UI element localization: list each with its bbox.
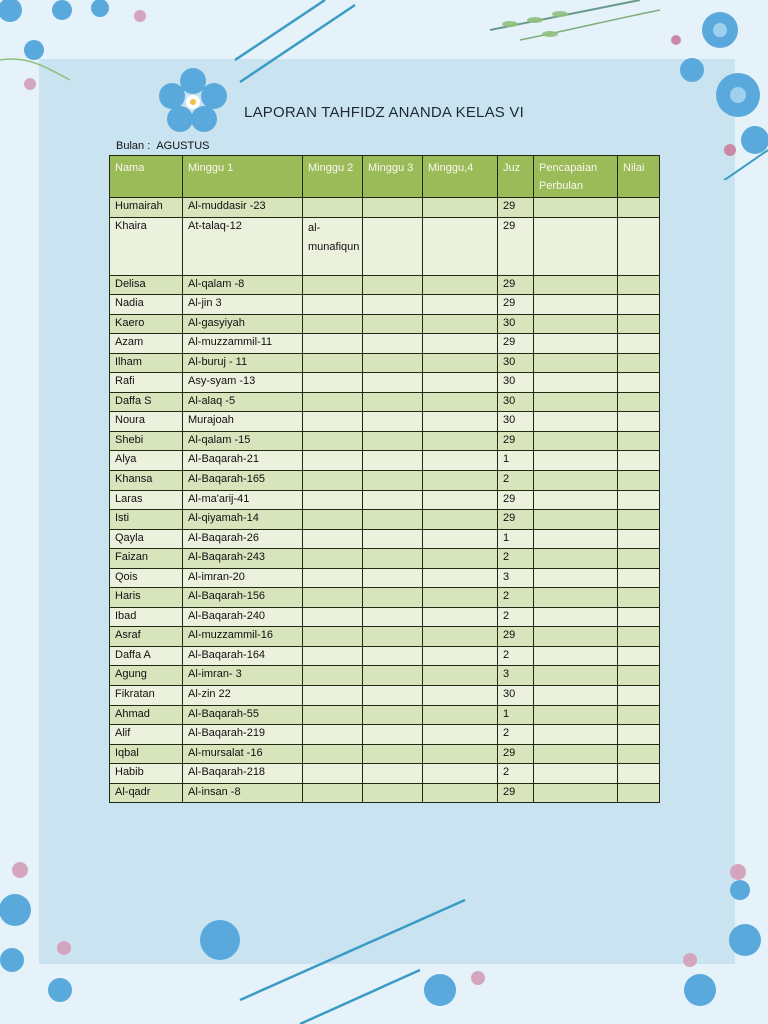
cell-nilai xyxy=(618,198,660,218)
cell-juz: 30 xyxy=(498,373,534,393)
cell-nilai xyxy=(618,451,660,471)
cell-minggu-1: Al-Baqarah-164 xyxy=(183,646,303,666)
cell-minggu-3 xyxy=(363,607,423,627)
cell-minggu-2 xyxy=(303,627,363,647)
table-row xyxy=(110,412,660,432)
col-header-minggu-1: Minggu 1 xyxy=(183,156,303,198)
cell-minggu-3 xyxy=(363,510,423,530)
cell-minggu-3 xyxy=(363,588,423,608)
cell-minggu-2 xyxy=(303,490,363,510)
cell-nilai xyxy=(618,412,660,432)
cell-juz: 29 xyxy=(498,295,534,315)
cell-minggu-2: al-munafiqun xyxy=(303,217,363,275)
cell-minggu-2 xyxy=(303,764,363,784)
cell-minggu-2 xyxy=(303,275,363,295)
cell-minggu-1: Al-imran- 3 xyxy=(183,666,303,686)
cell-minggu-1: Al-Baqarah-26 xyxy=(183,529,303,549)
table-row xyxy=(110,607,660,627)
cell-nama: Isti xyxy=(110,510,183,530)
cell-juz: 30 xyxy=(498,353,534,373)
cell-juz: 2 xyxy=(498,607,534,627)
cell-minggu-2 xyxy=(303,783,363,803)
cell-nilai xyxy=(618,549,660,569)
cell-pencapaian xyxy=(534,334,618,354)
cell-minggu-3 xyxy=(363,353,423,373)
cell-minggu-3 xyxy=(363,529,423,549)
cell-nama: Daffa S xyxy=(110,392,183,412)
cell-minggu-4 xyxy=(423,490,498,510)
cell-minggu-2 xyxy=(303,510,363,530)
cell-pencapaian xyxy=(534,666,618,686)
cell-nilai xyxy=(618,666,660,686)
cell-minggu-4 xyxy=(423,412,498,432)
cell-pencapaian xyxy=(534,373,618,393)
cell-juz: 29 xyxy=(498,217,534,275)
cell-minggu-3 xyxy=(363,646,423,666)
cell-nama: Faizan xyxy=(110,549,183,569)
cell-minggu-4 xyxy=(423,705,498,725)
page-title: LAPORAN TAHFIDZ ANANDA KELAS VI xyxy=(244,104,524,121)
cell-nama: Ibad xyxy=(110,607,183,627)
cell-minggu-1: Al-muddasir -23 xyxy=(183,198,303,218)
cell-nilai xyxy=(618,744,660,764)
cell-minggu-1: Al-Baqarah-165 xyxy=(183,471,303,491)
cell-juz: 29 xyxy=(498,783,534,803)
cell-nilai xyxy=(618,490,660,510)
cell-minggu-4 xyxy=(423,510,498,530)
cell-minggu-3 xyxy=(363,666,423,686)
cell-minggu-2 xyxy=(303,744,363,764)
cell-minggu-1: Al-gasyiyah xyxy=(183,314,303,334)
cell-juz: 29 xyxy=(498,198,534,218)
cell-nilai xyxy=(618,783,660,803)
table-row xyxy=(110,744,660,764)
cell-minggu-3 xyxy=(363,314,423,334)
cell-pencapaian xyxy=(534,568,618,588)
cell-nama: Iqbal xyxy=(110,744,183,764)
cell-juz: 1 xyxy=(498,451,534,471)
cell-juz: 2 xyxy=(498,549,534,569)
cell-minggu-3 xyxy=(363,725,423,745)
cell-pencapaian xyxy=(534,607,618,627)
table-row xyxy=(110,295,660,315)
cell-minggu-4 xyxy=(423,725,498,745)
cell-nilai xyxy=(618,529,660,549)
cell-minggu-1: Al-Baqarah-240 xyxy=(183,607,303,627)
cell-minggu-3 xyxy=(363,217,423,275)
cell-nama: Nadia xyxy=(110,295,183,315)
cell-nama: Ilham xyxy=(110,353,183,373)
cell-minggu-2 xyxy=(303,314,363,334)
cell-minggu-1: Al-qalam -15 xyxy=(183,431,303,451)
cell-pencapaian xyxy=(534,198,618,218)
cell-minggu-4 xyxy=(423,334,498,354)
cell-nilai xyxy=(618,392,660,412)
table-row xyxy=(110,451,660,471)
cell-nama: Habib xyxy=(110,764,183,784)
cell-nama: Khaira xyxy=(110,217,183,275)
cell-minggu-4 xyxy=(423,353,498,373)
cell-minggu-3 xyxy=(363,705,423,725)
table-row xyxy=(110,568,660,588)
cell-juz: 2 xyxy=(498,646,534,666)
cell-minggu-1: Al-qalam -8 xyxy=(183,275,303,295)
cell-minggu-1: Al-Baqarah-156 xyxy=(183,588,303,608)
cell-minggu-4 xyxy=(423,314,498,334)
cell-pencapaian xyxy=(534,431,618,451)
cell-nama: Asraf xyxy=(110,627,183,647)
cell-nilai xyxy=(618,275,660,295)
cell-minggu-2 xyxy=(303,549,363,569)
table-row xyxy=(110,725,660,745)
col-header-minggu-3: Minggu 3 xyxy=(363,156,423,198)
cell-minggu-4 xyxy=(423,549,498,569)
cell-minggu-2 xyxy=(303,353,363,373)
cell-nilai xyxy=(618,607,660,627)
cell-nilai xyxy=(618,588,660,608)
cell-minggu-3 xyxy=(363,744,423,764)
cell-pencapaian xyxy=(534,646,618,666)
cell-minggu-4 xyxy=(423,646,498,666)
cell-minggu-4 xyxy=(423,373,498,393)
cell-minggu-3 xyxy=(363,295,423,315)
table-row xyxy=(110,334,660,354)
cell-minggu-1: Al-Baqarah-55 xyxy=(183,705,303,725)
cell-minggu-1: Al-Baqarah-243 xyxy=(183,549,303,569)
cell-nama: Kaero xyxy=(110,314,183,334)
col-header-juz: Juz xyxy=(498,156,534,198)
cell-minggu-1: Al-zin 22 xyxy=(183,686,303,706)
cell-minggu-3 xyxy=(363,334,423,354)
cell-minggu-4 xyxy=(423,744,498,764)
cell-minggu-2 xyxy=(303,334,363,354)
cell-minggu-2 xyxy=(303,705,363,725)
cell-minggu-4 xyxy=(423,198,498,218)
cell-pencapaian xyxy=(534,451,618,471)
table-row xyxy=(110,646,660,666)
cell-juz: 2 xyxy=(498,471,534,491)
cell-minggu-2 xyxy=(303,451,363,471)
cell-pencapaian xyxy=(534,471,618,491)
cell-minggu-2 xyxy=(303,295,363,315)
cell-minggu-2 xyxy=(303,588,363,608)
table-row xyxy=(110,198,660,218)
cell-minggu-3 xyxy=(363,373,423,393)
cell-juz: 3 xyxy=(498,568,534,588)
cell-nama: Azam xyxy=(110,334,183,354)
cell-minggu-3 xyxy=(363,686,423,706)
cell-minggu-4 xyxy=(423,392,498,412)
cell-nilai xyxy=(618,334,660,354)
cell-nama: Ahmad xyxy=(110,705,183,725)
cell-minggu-4 xyxy=(423,275,498,295)
cell-pencapaian xyxy=(534,549,618,569)
cell-minggu-1: Al-Baqarah-218 xyxy=(183,764,303,784)
cell-juz: 30 xyxy=(498,314,534,334)
cell-minggu-1: Al-imran-20 xyxy=(183,568,303,588)
cell-nama: Alya xyxy=(110,451,183,471)
cell-minggu-2 xyxy=(303,725,363,745)
cell-nama: Khansa xyxy=(110,471,183,491)
cell-nilai xyxy=(618,568,660,588)
cell-pencapaian xyxy=(534,217,618,275)
month-value: AGUSTUS xyxy=(156,140,210,152)
cell-minggu-2 xyxy=(303,529,363,549)
cell-minggu-4 xyxy=(423,627,498,647)
cell-nilai xyxy=(618,353,660,373)
cell-juz: 29 xyxy=(498,431,534,451)
cell-minggu-4 xyxy=(423,666,498,686)
month-label: Bulan : xyxy=(116,140,151,152)
cell-pencapaian xyxy=(534,705,618,725)
table-row xyxy=(110,353,660,373)
cell-nama: Noura xyxy=(110,412,183,432)
cell-juz: 29 xyxy=(498,627,534,647)
cell-minggu-2 xyxy=(303,373,363,393)
cell-nilai xyxy=(618,431,660,451)
cell-pencapaian xyxy=(534,588,618,608)
cell-nilai xyxy=(618,627,660,647)
cell-minggu-1: Al-insan -8 xyxy=(183,783,303,803)
cell-minggu-3 xyxy=(363,412,423,432)
cell-minggu-4 xyxy=(423,451,498,471)
cell-pencapaian xyxy=(534,783,618,803)
cell-minggu-1: Al-muzzammil-11 xyxy=(183,334,303,354)
cell-minggu-4 xyxy=(423,588,498,608)
floral-decoration-top-right xyxy=(480,0,768,180)
table-row xyxy=(110,275,660,295)
col-header-minggu-4: Minggu,4 xyxy=(423,156,498,198)
cell-nilai xyxy=(618,646,660,666)
cell-minggu-2 xyxy=(303,666,363,686)
cell-minggu-4 xyxy=(423,607,498,627)
cell-minggu-3 xyxy=(363,198,423,218)
cell-minggu-4 xyxy=(423,764,498,784)
flower-decoration-near-title xyxy=(158,66,228,132)
table-row xyxy=(110,705,660,725)
cell-juz: 29 xyxy=(498,744,534,764)
cell-nilai xyxy=(618,725,660,745)
cell-nilai xyxy=(618,373,660,393)
cell-minggu-3 xyxy=(363,471,423,491)
cell-juz: 29 xyxy=(498,334,534,354)
cell-pencapaian xyxy=(534,627,618,647)
table-row xyxy=(110,392,660,412)
cell-minggu-4 xyxy=(423,217,498,275)
cell-pencapaian xyxy=(534,295,618,315)
cell-minggu-4 xyxy=(423,568,498,588)
cell-nama: Haris xyxy=(110,588,183,608)
cell-minggu-4 xyxy=(423,783,498,803)
table-row xyxy=(110,627,660,647)
cell-minggu-3 xyxy=(363,764,423,784)
cell-juz: 2 xyxy=(498,764,534,784)
col-header-nama: Nama xyxy=(110,156,183,198)
cell-nama: Qayla xyxy=(110,529,183,549)
cell-minggu-4 xyxy=(423,686,498,706)
cell-nilai xyxy=(618,314,660,334)
cell-pencapaian xyxy=(534,725,618,745)
cell-nama: Shebi xyxy=(110,431,183,451)
table-row xyxy=(110,588,660,608)
table-row xyxy=(110,764,660,784)
cell-minggu-2 xyxy=(303,431,363,451)
cell-minggu-4 xyxy=(423,471,498,491)
cell-nilai xyxy=(618,510,660,530)
cell-minggu-1: Al-qiyamah-14 xyxy=(183,510,303,530)
col-header-pencapaian: Pencapaian Perbulan xyxy=(534,156,618,198)
cell-nilai xyxy=(618,686,660,706)
cell-minggu-4 xyxy=(423,529,498,549)
table-row xyxy=(110,314,660,334)
cell-pencapaian xyxy=(534,392,618,412)
month-line xyxy=(116,140,210,152)
cell-pencapaian xyxy=(534,412,618,432)
cell-nama: Fikratan xyxy=(110,686,183,706)
col-header-minggu-2: Minggu 2 xyxy=(303,156,363,198)
cell-juz: 30 xyxy=(498,392,534,412)
table-row xyxy=(110,666,660,686)
cell-minggu-2 xyxy=(303,568,363,588)
cell-minggu-3 xyxy=(363,275,423,295)
table-row xyxy=(110,529,660,549)
tahfidz-table xyxy=(109,155,660,803)
cell-nama: Alif xyxy=(110,725,183,745)
cell-minggu-2 xyxy=(303,392,363,412)
table-row xyxy=(110,783,660,803)
table-row xyxy=(110,686,660,706)
table-row xyxy=(110,510,660,530)
cell-juz: 29 xyxy=(498,490,534,510)
cell-minggu-1: Al-muzzammil-16 xyxy=(183,627,303,647)
cell-pencapaian xyxy=(534,744,618,764)
cell-pencapaian xyxy=(534,510,618,530)
cell-minggu-2 xyxy=(303,607,363,627)
cell-minggu-4 xyxy=(423,295,498,315)
cell-minggu-3 xyxy=(363,451,423,471)
cell-pencapaian xyxy=(534,275,618,295)
table-row xyxy=(110,431,660,451)
cell-minggu-2 xyxy=(303,471,363,491)
cell-juz: 1 xyxy=(498,705,534,725)
cell-juz: 29 xyxy=(498,510,534,530)
cell-pencapaian xyxy=(534,314,618,334)
table-row xyxy=(110,490,660,510)
cell-juz: 30 xyxy=(498,686,534,706)
cell-minggu-3 xyxy=(363,490,423,510)
cell-nama: Laras xyxy=(110,490,183,510)
cell-minggu-4 xyxy=(423,431,498,451)
table-row xyxy=(110,217,660,275)
cell-minggu-3 xyxy=(363,392,423,412)
cell-pencapaian xyxy=(534,490,618,510)
cell-nama: Agung xyxy=(110,666,183,686)
cell-minggu-1: At-talaq-12 xyxy=(183,217,303,275)
table-body xyxy=(110,198,660,803)
cell-minggu-2 xyxy=(303,198,363,218)
cell-minggu-1: Al-Baqarah-219 xyxy=(183,725,303,745)
cell-minggu-1: Al-ma'arij-41 xyxy=(183,490,303,510)
floral-decoration-top-left xyxy=(0,0,180,110)
cell-nilai xyxy=(618,705,660,725)
table-header-row xyxy=(110,156,660,198)
table-row xyxy=(110,373,660,393)
cell-juz: 3 xyxy=(498,666,534,686)
cell-minggu-3 xyxy=(363,568,423,588)
cell-minggu-1: Al-buruj - 11 xyxy=(183,353,303,373)
cell-nilai xyxy=(618,471,660,491)
cell-minggu-3 xyxy=(363,431,423,451)
cell-nama: Humairah xyxy=(110,198,183,218)
cell-minggu-1: Al-jin 3 xyxy=(183,295,303,315)
cell-pencapaian xyxy=(534,529,618,549)
cell-minggu-3 xyxy=(363,783,423,803)
stripe-decoration-top xyxy=(230,0,360,90)
cell-juz: 29 xyxy=(498,275,534,295)
cell-pencapaian xyxy=(534,764,618,784)
cell-juz: 2 xyxy=(498,725,534,745)
cell-pencapaian xyxy=(534,686,618,706)
cell-minggu-1: Al-mursalat -16 xyxy=(183,744,303,764)
cell-nama: Daffa A xyxy=(110,646,183,666)
cell-nama: Delisa xyxy=(110,275,183,295)
table-row xyxy=(110,471,660,491)
cell-juz: 1 xyxy=(498,529,534,549)
cell-nama: Qois xyxy=(110,568,183,588)
cell-minggu-1: Asy-syam -13 xyxy=(183,373,303,393)
cell-nama: Al-qadr xyxy=(110,783,183,803)
cell-minggu-2 xyxy=(303,412,363,432)
cell-juz: 2 xyxy=(498,588,534,608)
cell-nilai xyxy=(618,764,660,784)
cell-nilai xyxy=(618,217,660,275)
col-header-nilai: Nilai xyxy=(618,156,660,198)
cell-minggu-1: Al-alaq -5 xyxy=(183,392,303,412)
cell-minggu-3 xyxy=(363,627,423,647)
cell-juz: 30 xyxy=(498,412,534,432)
cell-nama: Rafi xyxy=(110,373,183,393)
cell-minggu-1: Al-Baqarah-21 xyxy=(183,451,303,471)
cell-minggu-3 xyxy=(363,549,423,569)
cell-nilai xyxy=(618,295,660,315)
cell-minggu-2 xyxy=(303,646,363,666)
table-row xyxy=(110,549,660,569)
floral-decoration-bottom xyxy=(0,850,768,1024)
cell-pencapaian xyxy=(534,353,618,373)
cell-minggu-2 xyxy=(303,686,363,706)
cell-minggu-1: Murajoah xyxy=(183,412,303,432)
